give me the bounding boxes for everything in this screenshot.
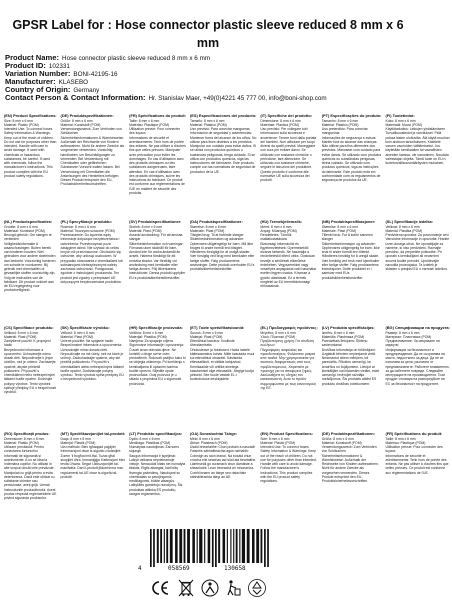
spec-heading: (NB) Produktspesifikasjoner:	[321, 219, 376, 224]
ce-mark-icon	[150, 578, 170, 598]
spec-heading: (LT) Produkto specifikacijos:	[129, 431, 183, 436]
spec-heading: (DA) Produktspecifikationer:	[190, 219, 243, 224]
barcode-bar	[175, 529, 178, 563]
trash-bin-crossed-icon	[176, 578, 196, 598]
spec-heading: (BG) Спецификации на продукта:	[385, 325, 450, 330]
spec-body: Dimensiune: 8 mm x 6 mm Material: Plastic (POM) Utilizare prevăzută: Pentru conectarea furtunurilor Informații de siguranță și avertismente: A nu se lăsa la îndemâna copiilor. Nu utilizați în alte scopuri decât cele prevăzute. Manipulați cu grijă pentru a evita deteriorarea. Dacă este utilizat cu substanțe chimice sau periculoase, aveți grijă. Urmați instrucțiunile producătorului. Acest produs respectă reglementările UE privind siguranța produselor.	[4, 436, 57, 501]
barcode-bar	[197, 529, 198, 563]
barcode-lead-digit: 4	[138, 565, 142, 572]
spec-heading: (EL) Προδιαγραφές προϊόντος:	[260, 325, 318, 330]
meta-row-country-of-origin: Country of Origin: Germany	[5, 85, 100, 95]
spec-heading: (NL) Productspecificaties:	[4, 219, 53, 224]
ean-barcode	[136, 529, 282, 573]
barcode-bar	[170, 529, 173, 563]
spec-cell	[385, 432, 451, 538]
barcode-bar	[227, 529, 228, 563]
spec-body: Méid: 8 mm x 6 mm Ábhar: Plaisteach (POM) Úsáid bheartaithe: Chun píobáin a nascadh Faisnéis sábháilteachta agus rabhaidh: Coinnigh as raon leanaí. Ná húsáid chun críocha eile seachas iad siúd atá beartaithe. Láimhseáil go cúramach chun damáiste a sheachaint. Lean treoracha an mhonaróra. Comhlíonann an táirge seo rialacháin sábháilteachta táirgí an AE.	[190, 436, 257, 479]
barcode-bar	[215, 529, 217, 567]
barcode-bar	[267, 529, 269, 567]
spec-cell	[322, 114, 384, 220]
spec-body: Tamanho: 8 mm x 6 mm Material: Plástico (POM) Uso pretendido: Para conectar mangueiras Informações de segurança e avisos: Manter fora do alcance das crianças. Não utilizar para fins diferentes dos previstos. Manusear com cuidado para evitar danos. Se utilizado com produtos químicos ou substâncias perigosas, tenha cuidado. Se utilizado com produtos químicos, siga as instruções do fabricante. Este produto está em conformidade com os regulamentos de segurança de produtos da UE.	[321, 118, 382, 183]
spec-body: Rozmiar: 8 mm x 6 mm Materiał: Tworzywo sztuczne (POM) Przeznaczenie: Do łączenia węży Informacje dotyczące bezpieczeństwa i ostrzeżenia: Przechowywać poza zasięgiem dzieci. Nie używać do celów innych niż przeznaczone. Obchodzić się ostrożnie, aby uniknąć uszkodzeń. W przypadku stosowania z chemikaliami lub substancjami niebezpiecznymi należy zachować ostrożność. Postępować zgodnie z instrukcjami producenta. Ten produkt jest zgodny z przepisami UE dotyczącymi bezpieczeństwa produktów.	[60, 224, 123, 284]
spec-cell	[385, 114, 451, 220]
spec-body: Daqs: 8 mm x 6 mm Materjal: Plastik (POM) Użu maħsub: Biex tgħaqqad pajpijiet Informazzjoni dwar is-sigurtà u twissijiet: Żomm 'il bogħod mit-tfal. Tużax għal skopijiet oħra. Immaniġġja b'attenzjoni biex tevita l-ħsara. Segwi l-istruzzjonijiet tal-manifattur. Dan il-prodott jikkonforma mar-regolamenti tal-UE dwar is-sigurtà tal-prodotti.	[60, 436, 126, 479]
spec-heading: (FI) Tuotetiedot:	[385, 113, 415, 118]
spec-body: Tamaño: 8 mm x 6 mm Material: Plástico (POM) Uso previsto: Para conectar mangueras Información de seguridad y advertencias: Mantener fuera del alcance de los niños. No utilizar para fines distintos a los previstos. Manipular con cuidado para evitar daños. Si se utiliza con productos químicos o sustancias peligrosas, tenga cuidado. Si se utiliza con productos químicos, siga las instrucciones del fabricante. Este producto cumple con las normativas de seguridad de productos de la UE.	[190, 118, 257, 174]
spec-cell	[260, 114, 319, 220]
spec-body: Size: 8 mm x 6 mm Material: Plastic (POM) Intended Use: To connect hoses Safety Information & Warnings: Keep out of the reach of children. Do not use for purposes other than intended. Handle with care to avoid damage. If used with chemicals or hazardous substances, be careful. If used with chemicals, follow the manufacturer's instructions. This product complies with the EU product safety regulations.	[4, 118, 57, 178]
product-meta	[5, 54, 416, 103]
barcode-bar	[184, 529, 186, 563]
spec-cell	[190, 432, 258, 538]
spec-heading: (EN) Product Specifications:	[260, 431, 313, 436]
spec-heading: (ES) Especificaciones del producto:	[190, 113, 257, 118]
barcode-digits	[136, 565, 282, 573]
barcode-bar	[179, 529, 182, 563]
spec-cell	[61, 114, 128, 220]
recycle-triman-icon	[200, 578, 220, 598]
barcode-bar	[208, 529, 211, 563]
spec-cell	[129, 220, 188, 326]
spec-heading: (MT) Speċifikazzjonijiet tal-prodott:	[60, 431, 126, 436]
spec-cell	[4, 432, 59, 538]
spec-body: Veličina: 8 mm x 6 mm Materijal: Plastika (POM) Namjena: Za spajanje crijeva Sigurnosne informacije i upozorenja: Čuvati izvan dohvata djece. Ne koristiti u druge svrhe osim predviđenih. Rukovati pažljivo kako bi se izbjegla oštećenja. Pri korištenju s kemikalijama ili opasnim tvarima budite oprezni. Slijedite upute proizvođača. Ovaj proizvod je u skladu s propisima EU o sigurnosti proizvoda.	[129, 330, 186, 386]
spec-body: Veľkosť: 8 mm x 6 mm Materiál: Plast (POM) Určené použitie: Na spájanie hadíc Bezpečnostné informácie a upozornenia: Uchovávajte mimo dosahu detí. Nepoužívajte na iné účely, než na ktoré je určený. Zaobchádzajte opatrne, aby ste predišli poškodeniu. Pri použití s chemikáliami alebo nebezpečnými látkami buďte opatrní. Dodržiavajte pokyny výrobcu. Tento výrobok spĺňa predpisy EÚ o bezpečnosti výrobkov.	[60, 330, 124, 382]
spec-heading: (EN) Product Specifications:	[4, 113, 57, 118]
spec-body: Størrelse: 8 mm x 6 mm Materiale: Plast (POM) Tiltenkt bruk: For å koble sammen slanger Sikkerhetsinformasjon og advarsler: Oppbevares utilgjengelig for barn. Ikke bruk til andre formål enn tiltenkt. Håndteres forsiktig for å unngå skade. Vær forsiktig ved bruk med kjemikalier eller farlige stoffer. Følg produsentens instruksjoner. Dette produktet er i samsvar med EUs produktsikkerhetsforskrifter.	[321, 224, 380, 280]
meta-row-contact: Contact Person & Contact Information: Hr. Stanislav Maer, +49(0)4221 45 777 00, info@boni-shop.com	[5, 93, 327, 103]
meta-row-manufacturer: Manufacturer: KLASEBO	[5, 77, 89, 87]
spec-body: Größe: 8 mm x 6 mm Material: Kunststoff (POM) Verwendungszweck: Zum Verbinden von Schläuchen Sicherheitsinformationen & Warnhinweise: Außerhalb der Reichweite von Kindern aufbewahren. Nicht für andere Zwecke als vorgesehen verwenden. Dieses Produkt entspricht den EU-Produktsicherheitsvorschriften.	[321, 436, 379, 484]
recycle-arrows-icon	[247, 578, 267, 598]
spec-heading: (PT) Especificações do produto:	[321, 113, 382, 118]
meta-row-product-name: Product Name: Hose connector plastic sleeve reduced 8 mm x 6 mm	[5, 53, 211, 62]
barcode-bar	[239, 529, 240, 563]
gpsr-label	[0, 16, 450, 604]
spec-cell	[61, 432, 128, 538]
spec-heading: (GA) Sonraíochtaí Táirge:	[190, 431, 238, 436]
spec-cell	[4, 220, 59, 326]
spec-body: Größe: 8 mm x 6 mm Material: Kunststoff (POM) Verwendungszweck: Zum Verbinden von Schläuchen Sicherheitsinformationen & Warnhinweise: Außerhalb der Reichweite von Kindern aufbewahren. Nicht für andere Zwecke als vorgesehen verwenden. Vorsichtig handhaben, um Beschädigungen zu vermeiden. Bei Verwendung mit Chemikalien oder gefährlichen Substanzen Vorsicht walten lassen. Bei Verwendung mit Chemikalien die Anweisungen des Herstellers befolgen. Dieses Produkt entspricht den EU-Produktsicherheitsvorschriften.	[60, 118, 125, 187]
tidyman-icon	[223, 578, 243, 598]
spec-body: Μέγεθος: 8 mm x 6 mm Υλικό: Πλαστικό (POM) Προβλεπόμενη χρήση: Για σύνδεση σωλήνων Πληροφορίες ασφαλείας και προειδοποιήσεις: Φυλάσσετε μακριά από παιδιά. Μην χρησιμοποιείτε για σκοπούς διαφορετικούς από τους προβλεπόμενους. Χειριστείτε με προσοχή για να αποφύγετε ζημιές. Ακολουθήστε τις οδηγίες του κατασκευαστή. Αυτό το προϊόν συμμορφώνεται με τους κανονισμούς της ΕΕ.	[260, 330, 317, 390]
spec-heading: (PL) Specyfikacje produktu:	[60, 219, 112, 224]
barcode-bar	[212, 529, 214, 567]
barcode-bar	[204, 529, 205, 563]
barcode-bar	[150, 529, 152, 567]
spec-heading: (IT) Specifiche del prodotto:	[260, 113, 313, 118]
spec-body: Размер: 8 mm x 6 mm Материал: Пластмаса (POM) Предназначение: За свързване на маркучи Информация за безопасност и предупреждения: Да се съхранява на място, недостъпно за деца. Да не се използва за цели, различни от предназначените. Работете внимателно, за да избегнете повреди. Следвайте инструкциите на производителя. Този продукт отговаря на разпоредбите на ЕС за безопасност на продуктите.	[385, 330, 450, 386]
spec-body: Grootte: 8 mm x 6 mm Materiaal: Kunststof (POM) Beoogd gebruik: Om slangen te verbinden Veiligheidsinformatie & waarschuwingen: Buiten bereik van kinderen houden. Niet gebruiken voor andere doeleinden dan bedoeld. Voorzichtig hanteren om schade te voorkomen. Bij gebruik met chemicaliën of gevaarlijke stoffen voorzichtig zijn. Volg de instructies van de fabrikant. Dit product voldoet aan de EU-regelgeving voor productveiligheid.	[4, 224, 56, 293]
spec-body: Koko: 8 mm x 6 mm Materiaali: Muovi (POM) Käyttötarkoitus: Letkujen yhdistämiseen Turvallisuustiedot ja varoitukset: Pidä poissa lasten ulottuvilta. Älä käytä muuhun kuin aiottuun tarkoitukseen. Käsittele varoen vaurioiden välttämiseksi. Jos käytetään kemikaalien tai vaarallisten aineiden kanssa, ole varovainen. Noudata valmistajan ohjeita. Tämä tuote on EU:n tuoteturvallisuusmääräysten mukainen.	[385, 118, 450, 166]
spec-cell	[61, 326, 128, 432]
compliance-icons	[0, 578, 416, 600]
spec-body: Storlek: 8 mm x 6 mm Material: Plast (POM) Avsedd användning: För att ansluta slangar Säkerhetsinformation och varningar: Förvaras utom räckhåll för barn. Använd inte för andra ändamål än avsett. Hantera försiktigt för att undvika skador. Var försiktig vid användning med kemikalier eller farliga ämnen. Följ tillverkarens instruktioner. Denna produkt uppfyller EU:s produktsäkerhetsföreskrifter.	[129, 224, 186, 280]
barcode-bar	[247, 529, 250, 563]
spec-heading: (SV) Produktspecifikationer:	[129, 219, 182, 224]
spec-body: Velikost: 8 mm x 6 mm Materiál: Plast (POM) Zamýšlené použití: K propojení hadic Bezpečnostní informace a upozornění: Uchovávejte mimo dosah dětí. Nepoužívejte k jiným účelům, než je určeno. Zacházejte opatrně, abyste předešli poškození. Při použití s chemikáliemi nebo nebezpečnými látkami buďte opatrní. Dodržujte pokyny výrobce. Tento výrobek splňuje předpisy EU o bezpečnosti výrobků.	[4, 330, 57, 395]
spec-body: Velikost: 8 mm x 6 mm Material: Plastika (POM) Predvidena uporaba: Za povezovanje cevi Varnostne informacije in opozorila: Hranite izven dosega otrok. Ne uporabljajte za namene, ki niso predvideni. Ravnajte previdno, da preprečite poškodbe. Pri uporabi s kemikalijami ali nevarnimi snovmi bodite previdni. Upoštevajte navodila proizvajalca. Ta izdelek je skladen s predpisi EU o varnosti izdelkov.	[385, 224, 450, 272]
barcode-bar	[164, 529, 165, 563]
spec-cell	[260, 220, 319, 326]
spec-heading: (HR) Specifikacije proizvoda:	[129, 325, 183, 330]
barcode-bar	[192, 529, 195, 563]
spec-heading: (FR) Spécifications du produit:	[385, 431, 443, 436]
spec-cell	[322, 432, 384, 538]
barcode-bar	[199, 529, 202, 563]
spec-cell	[190, 326, 258, 432]
spec-heading: (CS) Specifikace produktu:	[4, 325, 54, 330]
barcode-bars	[150, 529, 270, 567]
spec-cell	[260, 326, 319, 432]
barcode-bar	[233, 529, 234, 563]
spec-cell	[190, 114, 258, 220]
spec-cell	[4, 114, 59, 220]
spec-cell	[322, 326, 384, 432]
barcode-bar	[223, 529, 226, 563]
spec-body: Suurus: 8 mm x 6 mm Materjal: Plast (POM) Ettenähtud kasutus: Voolikute ühendamiseks Ohutusteave ja hoiatused: Hoida lastele kättesaamatus kohas. Mitte kasutada muul kui ettenähtud otstarbel. Käsitseda ettevaatlikult, et vältida kahjustusi. Kemikaalide või ohtlike ainetega kasutamisel olge ettevaatlik. Järgige tootja juhiseid. See toode vastab EL-i tooteohutuse eeskirjadele.	[190, 330, 255, 382]
language-spec-grid	[4, 113, 450, 538]
label-title: GPSR Label for : Hose connector plastic sleeve reduced 8 mm x 6 mm	[12, 18, 404, 50]
spec-heading: (SL) Specifikacije izdelka:	[385, 219, 434, 224]
barcode-bar	[242, 529, 245, 563]
spec-body: Taille: 8 mm x 6 mm Matériau: Plastique (POM) Utilisation prévue: Pour connecter des tuyaux Informations de sécurité et avertissements: Tenir hors de portée des enfants. Ne pas utiliser à d'autres fins que celles prévues. Ce produit est conforme aux réglementations de l'UE.	[385, 436, 449, 475]
spec-body: Taille: 8 mm x 6 mm Matériau: Plastique (POM) Utilisation prévue: Pour connecter des tuyaux Informations de sécurité et avertissements: Tenir hors de portée des enfants. Ne pas utiliser à d'autres fins que celles prévues. Manipuler avec précaution pour éviter les dommages. En cas d'utilisation avec des produits chimiques ou des substances dangereuses, faire attention. En cas d'utilisation avec des produits chimiques, suivre les instructions du fabricant. Ce produit est conforme aux réglementations de l'UE en matière de sécurité des produits.	[129, 118, 186, 195]
spec-heading: (SK) Špecifikácie výrobku:	[60, 325, 110, 330]
barcode-bar	[252, 529, 255, 563]
barcode-bar	[236, 529, 238, 563]
barcode-bar	[160, 529, 162, 563]
spec-cell	[129, 432, 188, 538]
spec-cell	[129, 114, 188, 220]
barcode-bar	[166, 529, 168, 563]
meta-row-product-id: Product ID: 102331	[5, 61, 70, 71]
barcode-bar	[218, 529, 220, 563]
spec-cell	[260, 432, 319, 538]
spec-cell	[322, 220, 384, 326]
spec-heading: (RO) Specificații produs:	[4, 431, 50, 436]
spec-heading: (HU) Termékjellemzők:	[260, 219, 303, 224]
barcode-bar	[261, 529, 263, 563]
spec-heading: (FR) Spécifications du produit:	[129, 113, 186, 118]
barcode-left-digits: 058569	[168, 565, 190, 572]
meta-row-variation-number: Variation Number: BONI-42195-16	[5, 69, 118, 79]
spec-cell	[190, 220, 258, 326]
spec-cell	[385, 326, 451, 432]
spec-heading: (LV) Produkta specifikācijas:	[321, 325, 375, 330]
spec-heading: (DE) Produktspezifikationen:	[60, 113, 114, 118]
spec-body: Izmērs: 8 mm x 6 mm Materiāls: Plastmasa (POM) Paredzētais lietojums: Šļūteņu savienošanai Drošības informācija un brīdinājumi: Uzglabāt bērniem nepieejamā vietā. Neizmantot citiem mērķiem, kā paredzēts. Rīkoties uzmanīgi, lai izvairītos no bojājumiem. Lietojot ar ķimikālijām vai bīstamām vielām, esiet uzmanīgi. Ievērojiet ražotāja norādījumus. Šis produkts atbilst ES produktu drošības noteikumiem.	[321, 330, 380, 386]
spec-cell	[129, 326, 188, 432]
spec-cell	[385, 220, 451, 326]
spec-cell	[61, 220, 128, 326]
spec-body: Méret: 8 mm x 6 mm Anyag: Műanyag (POM) Rendeltetés: Tömlők csatlakoztatására Biztonsági információk és figyelmeztetések: Gyermekektől elzárva tartandó. Ne használja a rendeltetéstől eltérő célra. Óvatosan kezelje a sérülések elkerülése érdekében. Vegyszerekkel vagy veszélyes anyagokkal való használat esetén legyen óvatos. Kövesse a gyártó utasításait. Ez a termék megfelel az EU termékbiztonsági előírásainak.	[260, 224, 316, 289]
barcode-right-digits: 130658	[224, 565, 246, 572]
barcode-bar	[256, 529, 259, 563]
barcode-bar	[264, 529, 266, 567]
barcode-bar	[157, 529, 159, 563]
spec-cell	[4, 326, 59, 432]
spec-heading: (ET) Toote spetsifikatsioonid:	[190, 325, 245, 330]
spec-body: Dydis: 8 mm x 6 mm Medžiaga: Plastikas (POM) Numatytas naudojimas: Žarnoms sujungti Saugos informacija ir įspėjimai: Laikyti vaikams neprieinamoje vietoje. Nenaudoti kitais nei numatyta tikslais. Elgtis atsargiai, kad būtų išvengta pažeidimų. Naudojant su chemikalais ar pavojingomis medžiagomis, būkite atsargūs. Laikykitės gamintojo nurodymų. Šis produktas atitinka ES produktų saugos reglamentus.	[129, 436, 186, 496]
spec-body: Dimensione: 8 mm x 6 mm Materiale: Plastica (POM) Uso previsto: Per collegare tubi Informazioni sulla sicurezza e avvertenze: Tenere fuori dalla portata dei bambini. Non utilizzare per scopi diversi da quelli previsti. Maneggiare con cura per evitare danni. Se utilizzato con sostanze chimiche o pericolose, fare attenzione. Se utilizzato con sostanze chimiche, seguire le istruzioni del produttore. Questo prodotto è conforme alle normative UE sulla sicurezza dei prodotti.	[260, 118, 317, 183]
barcode-bar	[187, 529, 190, 563]
barcode-bar	[153, 529, 155, 567]
spec-body: Size: 8 mm x 6 mm Material: Plastic (POM) Intended Use: To connect hoses Safety Information & Warnings: Keep out of the reach of children. Do not use for purposes other than intended. Handle with care to avoid damage. Follow the manufacturer's instructions. This product complies with the EU product safety regulations.	[260, 436, 317, 484]
spec-heading: (DE) Produktspezifikationen:	[321, 431, 375, 436]
barcode-bar	[230, 529, 231, 563]
spec-body: Størrelse: 8 mm x 6 mm Materiale: Plast (POM) Tilsigtet brug: Til at forbinde slanger Sikkerhedsinformation og advarsler: Opbevares utilgængeligt for børn. Må ikke bruges til andre formål end tilsigtet. Håndteres forsigtigt for at undgå skader. Vær forsigtig ved brug med kemikalier eller farlige stoffer. Følg producentens anvisninger. Dette produkt overholder EU's produktsikkerhedsforskrifter.	[190, 224, 255, 272]
